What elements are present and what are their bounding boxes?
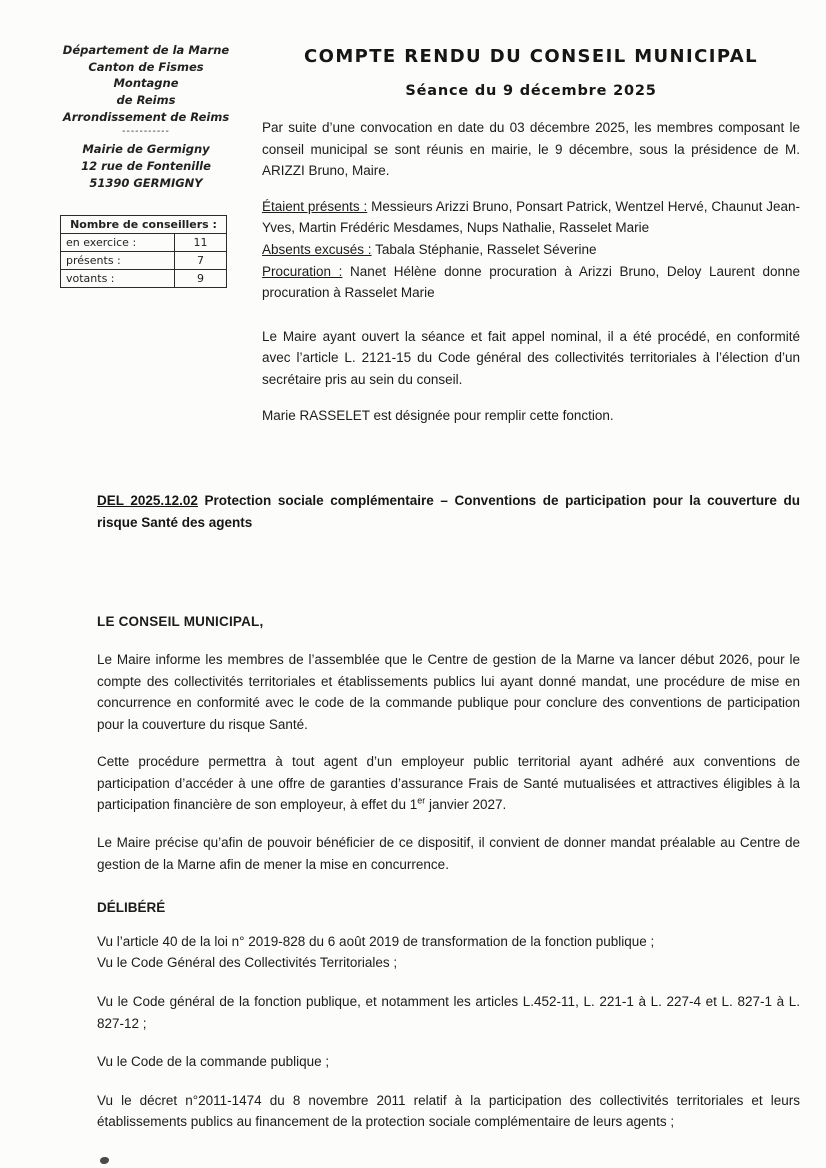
scan-artifact xyxy=(100,1157,109,1164)
row-label: en exercice : xyxy=(61,234,175,252)
mairie-address-block xyxy=(60,141,232,191)
absents-label: Absents excusés : xyxy=(262,241,372,257)
row-value: 9 xyxy=(175,270,227,288)
department-line: de Reims xyxy=(116,93,176,108)
page-title: COMPTE RENDU DU CONSEIL MUNICIPAL xyxy=(304,46,758,67)
deliberation-section xyxy=(97,490,800,1133)
letterhead-block xyxy=(60,42,232,288)
vu-clause: Vu l’article 40 de la loi n° 2019-828 du 6 août 2019 de transformation de la fonction publique ; xyxy=(97,933,655,949)
table-row xyxy=(61,252,227,270)
council-label: LE CONSEIL MUNICIPAL, xyxy=(97,614,264,630)
department-block xyxy=(60,42,232,125)
delibere-label: DÉLIBÉRÉ xyxy=(97,900,166,916)
body-paragraph xyxy=(97,751,800,816)
letterhead-separator: ----------- xyxy=(122,126,170,138)
row-label: présents : xyxy=(61,252,175,270)
secretary-paragraph: Marie RASSELET est désignée pour remplir cette fonction. xyxy=(262,407,614,423)
vu-clause: Vu le Code général de la fonction publique, et notamment les articles L.452-11, L. 221-1 à L. 227-4 et L. 827-1 à L. 827-12 ; xyxy=(97,994,800,1031)
body-paragraph: Le Maire précise qu’afin de pouvoir bénéficier de ce dispositif, il convient de donner mandat préalable au Centre de gestion de la Marne afin de mener la mise en concurrence. xyxy=(97,835,800,872)
department-line: Département de la Marne xyxy=(62,43,230,57)
table-row xyxy=(61,270,227,288)
procuration-line xyxy=(262,261,800,304)
absents-names: Tabala Stéphanie, Rasselet Séverine xyxy=(371,241,597,257)
presents-names: Messieurs Arizzi Bruno, Ponsart Patrick, Wentzel Hervé, Chaunut Jean-Yves, Martin Frédéric Mesdames, Nups Nathalie, Rasselet Marie xyxy=(262,198,800,236)
counselors-table-title: Nombre de conseillers : xyxy=(61,216,227,234)
row-label: votants : xyxy=(61,270,175,288)
mairie-line: 51390 GERMIGNY xyxy=(89,175,203,190)
opening-paragraph: Le Maire ayant ouvert la séance et fait appel nominal, il a été procédé, en conformité avec l’article L. 2121-15 du Code général des collectivités territoriales à l’élection d’un secrétaire pris au sein du conseil. xyxy=(262,328,800,387)
vu-clause: Vu le Code Général des Collectivités Territoriales ; xyxy=(97,955,398,971)
deliberation-reference: DEL 2025.12.02 xyxy=(97,493,198,509)
paragraph-text: Cette procédure permettra à tout agent d’un employeur public territorial ayant adhéré aux conventions de participation d’accéder à une offre de garanties d’assurance Frais de Santé mutualisées et attractives éligibles à la participation financière de son employeur, à effet du 1 xyxy=(97,754,800,813)
header-main-block xyxy=(232,42,800,426)
department-line: Arrondissement de Reims xyxy=(62,109,230,124)
counselors-table xyxy=(60,215,227,288)
vu-clause: Vu le Code de la commande publique ; xyxy=(97,1054,330,1070)
document-header xyxy=(60,42,800,426)
procuration-label: Procuration : xyxy=(262,263,343,279)
table-row xyxy=(61,234,227,252)
body-paragraph: Le Maire informe les membres de l’assemblée que le Centre de gestion de la Marne va lancer début 2026, pour le compte des collectivités territoriales et établissements publics lui ayant donné mandat, une procédure de mise en concurrence en conformité avec le code de la commande publique pour conclure des conventions de participation pour la couverture du risque Santé. xyxy=(97,651,800,732)
presents-label: Étaient présents : xyxy=(262,198,368,214)
mairie-line: 12 rue de Fontenille xyxy=(81,159,211,174)
row-value: 11 xyxy=(175,234,227,252)
procuration-names: Nanet Hélène donne procuration à Arizzi Bruno, Deloy Laurent donne procuration à Rasselet Marie xyxy=(262,263,800,301)
deliberation-heading-text: Protection sociale complémentaire – Conventions de participation pour la couverture du risque Santé des agents xyxy=(97,493,801,530)
absents-line xyxy=(262,239,800,261)
session-date: Séance du 9 décembre 2025 xyxy=(405,83,657,99)
convocation-paragraph: Par suite d’une convocation en date du 03 décembre 2025, les membres composant le conseil municipal se sont réunis en mairie, le 9 décembre, sous la présidence de M. ARIZZI Bruno, Maire. xyxy=(262,120,800,179)
department-line: Canton de Fismes Montagne xyxy=(88,59,204,91)
presents-line xyxy=(262,196,800,239)
mairie-line: Mairie de Germigny xyxy=(82,142,210,157)
row-value: 7 xyxy=(175,252,227,270)
deliberation-heading xyxy=(97,490,800,533)
table-header-row xyxy=(61,216,227,234)
vu-clause: Vu le décret n°2011-1474 du 8 novembre 2011 relatif à la participation des collectivités territoriales et leurs établissements publics au financement de la protection sociale complémentaire de leurs agents ; xyxy=(97,1092,800,1130)
paragraph-text: janvier 2027. xyxy=(425,797,507,813)
ordinal-superscript: er xyxy=(417,795,426,806)
